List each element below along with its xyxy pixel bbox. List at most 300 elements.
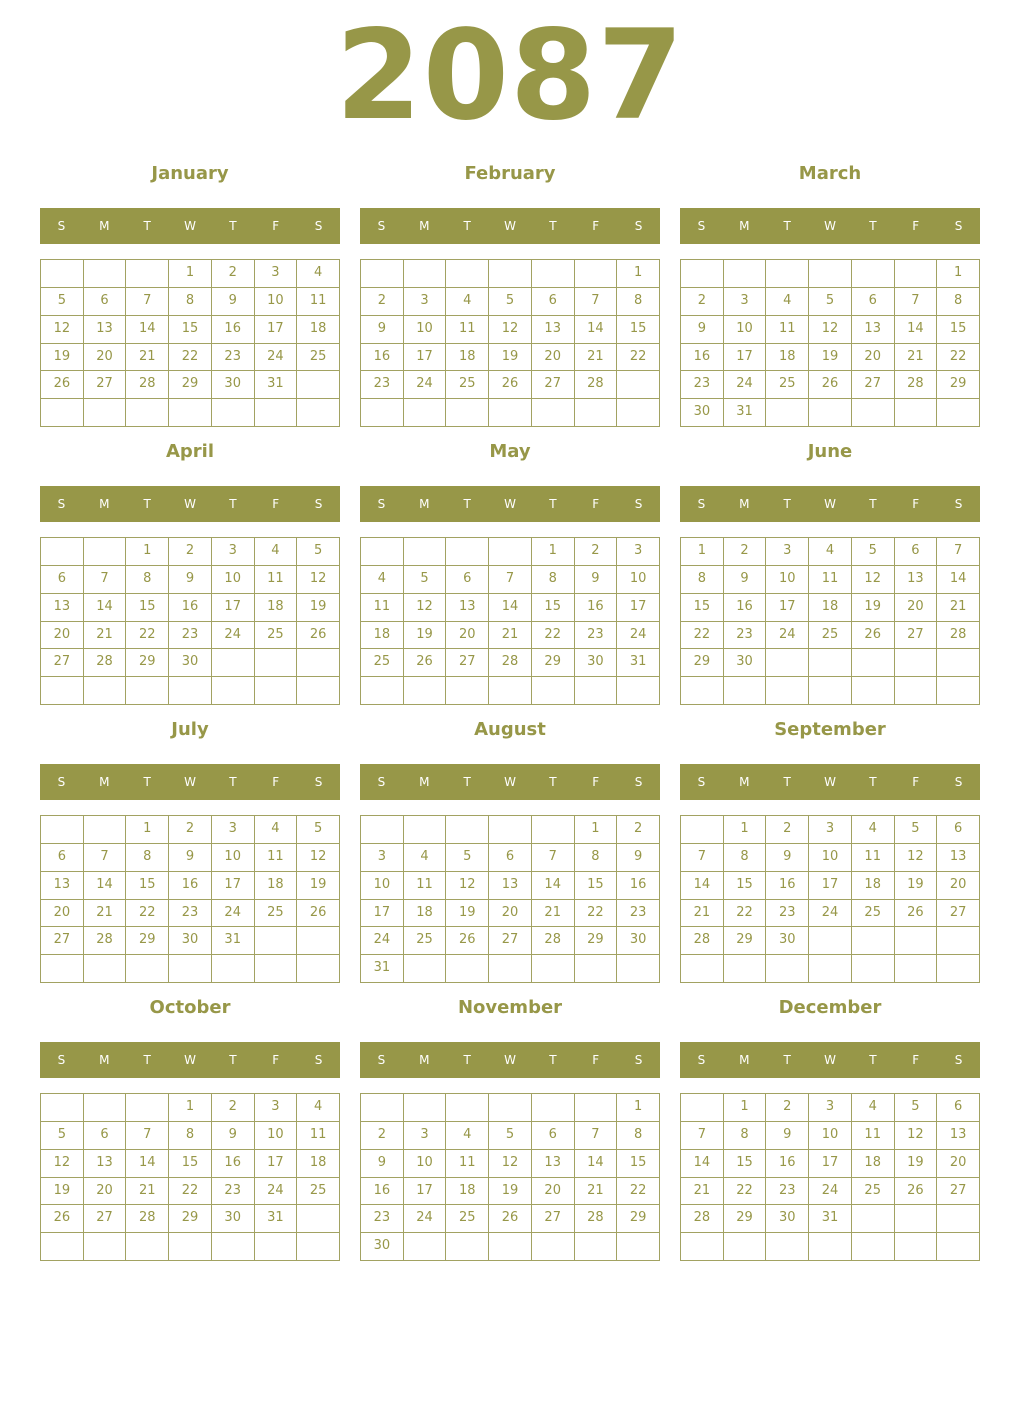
day-cell: 11 xyxy=(446,316,489,344)
empty-day-cell xyxy=(84,677,127,705)
day-cell: 23 xyxy=(361,1205,404,1233)
weekday-label: S xyxy=(377,775,386,789)
empty-day-cell xyxy=(809,955,852,983)
empty-day-cell xyxy=(297,955,340,983)
day-cell: 21 xyxy=(895,344,938,372)
day-cell: 2 xyxy=(681,288,724,316)
day-cell: 2 xyxy=(169,538,212,566)
empty-day-cell xyxy=(937,399,980,427)
day-cell: 30 xyxy=(575,649,618,677)
weekday-label: W xyxy=(824,1053,836,1067)
empty-day-cell xyxy=(446,677,489,705)
day-cell: 24 xyxy=(212,900,255,928)
empty-day-cell xyxy=(766,955,809,983)
empty-day-cell xyxy=(895,677,938,705)
day-cell: 18 xyxy=(766,344,809,372)
empty-day-cell xyxy=(724,955,767,983)
day-cell: 9 xyxy=(361,316,404,344)
day-cell: 21 xyxy=(84,622,127,650)
day-cell: 4 xyxy=(852,1094,895,1122)
day-cell: 23 xyxy=(617,900,660,928)
weekday-label: T xyxy=(143,219,151,233)
days-grid xyxy=(680,537,980,705)
day-cell: 24 xyxy=(766,622,809,650)
weekday-label: S xyxy=(634,1053,643,1067)
day-cell: 14 xyxy=(681,1150,724,1178)
empty-day-cell xyxy=(532,399,575,427)
day-cell: 30 xyxy=(766,927,809,955)
empty-day-cell xyxy=(41,1094,84,1122)
day-cell: 15 xyxy=(724,872,767,900)
day-cell: 5 xyxy=(404,566,447,594)
month-name: January xyxy=(151,163,229,184)
day-cell: 4 xyxy=(255,816,298,844)
days-grid xyxy=(360,537,660,705)
day-cell: 15 xyxy=(724,1150,767,1178)
day-cell: 4 xyxy=(766,288,809,316)
day-cell: 1 xyxy=(126,816,169,844)
empty-day-cell xyxy=(809,927,852,955)
days-grid xyxy=(680,259,980,427)
empty-day-cell xyxy=(126,677,169,705)
empty-day-cell xyxy=(297,649,340,677)
day-cell: 27 xyxy=(41,927,84,955)
empty-day-cell xyxy=(255,399,298,427)
day-cell: 29 xyxy=(724,927,767,955)
day-cell: 2 xyxy=(361,288,404,316)
day-cell: 12 xyxy=(895,1122,938,1150)
day-cell: 16 xyxy=(681,344,724,372)
day-cell: 7 xyxy=(575,288,618,316)
weekday-label: S xyxy=(314,219,323,233)
weekday-label: M xyxy=(419,1053,430,1067)
day-cell: 9 xyxy=(169,566,212,594)
empty-day-cell xyxy=(532,1094,575,1122)
day-cell: 5 xyxy=(895,1094,938,1122)
day-cell: 9 xyxy=(681,316,724,344)
weekday-label: S xyxy=(697,219,706,233)
day-cell: 23 xyxy=(724,622,767,650)
empty-day-cell xyxy=(446,955,489,983)
day-cell: 6 xyxy=(489,844,532,872)
day-cell: 22 xyxy=(617,1178,660,1206)
weekday-label: F xyxy=(912,497,920,511)
days-grid xyxy=(360,259,660,427)
day-cell: 26 xyxy=(852,622,895,650)
empty-day-cell xyxy=(361,1094,404,1122)
empty-day-cell xyxy=(681,816,724,844)
day-cell: 13 xyxy=(446,594,489,622)
day-cell: 1 xyxy=(126,538,169,566)
day-cell: 8 xyxy=(617,288,660,316)
day-cell: 14 xyxy=(895,316,938,344)
empty-day-cell xyxy=(937,927,980,955)
weekday-label: W xyxy=(504,775,516,789)
empty-day-cell xyxy=(126,1094,169,1122)
weekday-label: T xyxy=(463,1053,471,1067)
day-cell: 11 xyxy=(766,316,809,344)
day-cell: 3 xyxy=(404,1122,447,1150)
day-cell: 19 xyxy=(895,872,938,900)
weekday-label: S xyxy=(634,775,643,789)
day-cell: 10 xyxy=(809,844,852,872)
day-cell: 11 xyxy=(255,566,298,594)
empty-day-cell xyxy=(766,649,809,677)
weekday-header xyxy=(680,1042,980,1078)
day-cell: 22 xyxy=(575,900,618,928)
empty-day-cell xyxy=(169,677,212,705)
day-cell: 12 xyxy=(41,316,84,344)
weekday-label: S xyxy=(377,219,386,233)
empty-day-cell xyxy=(255,955,298,983)
day-cell: 20 xyxy=(41,900,84,928)
day-cell: 11 xyxy=(361,594,404,622)
day-cell: 25 xyxy=(361,649,404,677)
empty-day-cell xyxy=(724,677,767,705)
day-cell: 16 xyxy=(617,872,660,900)
day-cell: 20 xyxy=(489,900,532,928)
day-cell: 6 xyxy=(84,1122,127,1150)
day-cell: 26 xyxy=(446,927,489,955)
weekday-label: W xyxy=(824,219,836,233)
day-cell: 6 xyxy=(532,1122,575,1150)
day-cell: 25 xyxy=(404,927,447,955)
day-cell: 9 xyxy=(617,844,660,872)
empty-day-cell xyxy=(852,649,895,677)
day-cell: 6 xyxy=(937,816,980,844)
empty-day-cell xyxy=(404,1094,447,1122)
empty-day-cell xyxy=(297,1205,340,1233)
empty-day-cell xyxy=(895,1205,938,1233)
day-cell: 25 xyxy=(297,344,340,372)
day-cell: 14 xyxy=(532,872,575,900)
day-cell: 25 xyxy=(809,622,852,650)
day-cell: 31 xyxy=(212,927,255,955)
weekday-label: M xyxy=(99,775,110,789)
empty-day-cell xyxy=(575,677,618,705)
weekday-label: M xyxy=(99,219,110,233)
weekday-label: S xyxy=(57,1053,66,1067)
day-cell: 7 xyxy=(84,844,127,872)
day-cell: 8 xyxy=(937,288,980,316)
day-cell: 17 xyxy=(617,594,660,622)
day-cell: 28 xyxy=(575,371,618,399)
day-cell: 31 xyxy=(617,649,660,677)
weekday-header xyxy=(40,1042,340,1078)
empty-day-cell xyxy=(766,1233,809,1261)
day-cell: 23 xyxy=(575,622,618,650)
empty-day-cell xyxy=(84,955,127,983)
day-cell: 29 xyxy=(126,649,169,677)
empty-day-cell xyxy=(84,260,127,288)
day-cell: 6 xyxy=(895,538,938,566)
day-cell: 7 xyxy=(681,844,724,872)
empty-day-cell xyxy=(446,816,489,844)
day-cell: 27 xyxy=(41,649,84,677)
days-grid xyxy=(680,1093,980,1261)
day-cell: 1 xyxy=(724,1094,767,1122)
weekday-header xyxy=(40,486,340,522)
empty-day-cell xyxy=(255,649,298,677)
empty-day-cell xyxy=(895,955,938,983)
empty-day-cell xyxy=(617,1233,660,1261)
day-cell: 7 xyxy=(84,566,127,594)
day-cell: 8 xyxy=(575,844,618,872)
day-cell: 12 xyxy=(297,844,340,872)
empty-day-cell xyxy=(446,1094,489,1122)
day-cell: 27 xyxy=(84,1205,127,1233)
day-cell: 14 xyxy=(84,872,127,900)
day-cell: 10 xyxy=(361,872,404,900)
day-cell: 3 xyxy=(724,288,767,316)
day-cell: 5 xyxy=(446,844,489,872)
weekday-label: M xyxy=(739,1053,750,1067)
day-cell: 20 xyxy=(84,344,127,372)
day-cell: 30 xyxy=(681,399,724,427)
empty-day-cell xyxy=(84,816,127,844)
day-cell: 29 xyxy=(169,371,212,399)
empty-day-cell xyxy=(446,1233,489,1261)
day-cell: 10 xyxy=(255,1122,298,1150)
day-cell: 30 xyxy=(169,649,212,677)
empty-day-cell xyxy=(937,1205,980,1233)
empty-day-cell xyxy=(255,1233,298,1261)
day-cell: 3 xyxy=(212,538,255,566)
day-cell: 26 xyxy=(489,371,532,399)
day-cell: 22 xyxy=(724,1178,767,1206)
empty-day-cell xyxy=(895,649,938,677)
day-cell: 24 xyxy=(255,1178,298,1206)
day-cell: 20 xyxy=(852,344,895,372)
day-cell: 19 xyxy=(446,900,489,928)
day-cell: 17 xyxy=(404,344,447,372)
weekday-label: F xyxy=(272,1053,280,1067)
day-cell: 2 xyxy=(766,816,809,844)
weekday-label: T xyxy=(463,219,471,233)
day-cell: 17 xyxy=(766,594,809,622)
weekday-label: S xyxy=(697,1053,706,1067)
day-cell: 4 xyxy=(809,538,852,566)
day-cell: 30 xyxy=(212,1205,255,1233)
day-cell: 2 xyxy=(617,816,660,844)
day-cell: 6 xyxy=(84,288,127,316)
day-cell: 25 xyxy=(852,1178,895,1206)
day-cell: 19 xyxy=(895,1150,938,1178)
day-cell: 17 xyxy=(212,594,255,622)
day-cell: 22 xyxy=(532,622,575,650)
day-cell: 21 xyxy=(126,1178,169,1206)
day-cell: 12 xyxy=(809,316,852,344)
day-cell: 27 xyxy=(532,371,575,399)
day-cell: 26 xyxy=(41,371,84,399)
empty-day-cell xyxy=(617,371,660,399)
day-cell: 21 xyxy=(126,344,169,372)
day-cell: 23 xyxy=(169,900,212,928)
day-cell: 28 xyxy=(126,371,169,399)
day-cell: 21 xyxy=(937,594,980,622)
day-cell: 28 xyxy=(489,649,532,677)
empty-day-cell xyxy=(361,538,404,566)
empty-day-cell xyxy=(532,816,575,844)
weekday-label: S xyxy=(57,497,66,511)
day-cell: 28 xyxy=(532,927,575,955)
day-cell: 9 xyxy=(766,1122,809,1150)
weekday-header xyxy=(360,1042,660,1078)
day-cell: 15 xyxy=(532,594,575,622)
weekday-label: M xyxy=(99,497,110,511)
empty-day-cell xyxy=(852,1205,895,1233)
day-cell: 19 xyxy=(297,594,340,622)
empty-day-cell xyxy=(532,1233,575,1261)
empty-day-cell xyxy=(446,260,489,288)
weekday-label: S xyxy=(954,1053,963,1067)
day-cell: 30 xyxy=(169,927,212,955)
day-cell: 24 xyxy=(255,344,298,372)
month-name: June xyxy=(807,441,853,462)
day-cell: 31 xyxy=(361,955,404,983)
day-cell: 26 xyxy=(41,1205,84,1233)
day-cell: 24 xyxy=(404,371,447,399)
weekday-label: W xyxy=(184,1053,196,1067)
day-cell: 17 xyxy=(809,1150,852,1178)
day-cell: 12 xyxy=(446,872,489,900)
day-cell: 5 xyxy=(489,288,532,316)
day-cell: 25 xyxy=(255,622,298,650)
day-cell: 14 xyxy=(84,594,127,622)
month-name: September xyxy=(774,719,886,740)
empty-day-cell xyxy=(297,399,340,427)
day-cell: 11 xyxy=(852,844,895,872)
weekday-label: M xyxy=(419,219,430,233)
day-cell: 7 xyxy=(126,1122,169,1150)
empty-day-cell xyxy=(41,538,84,566)
day-cell: 28 xyxy=(681,1205,724,1233)
empty-day-cell xyxy=(361,260,404,288)
day-cell: 4 xyxy=(255,538,298,566)
day-cell: 5 xyxy=(852,538,895,566)
day-cell: 30 xyxy=(617,927,660,955)
empty-day-cell xyxy=(681,1094,724,1122)
day-cell: 3 xyxy=(255,1094,298,1122)
empty-day-cell xyxy=(489,1094,532,1122)
weekday-label: T xyxy=(549,775,557,789)
day-cell: 29 xyxy=(532,649,575,677)
day-cell: 20 xyxy=(532,344,575,372)
day-cell: 5 xyxy=(809,288,852,316)
empty-day-cell xyxy=(297,927,340,955)
weekday-label: T xyxy=(143,497,151,511)
day-cell: 9 xyxy=(575,566,618,594)
empty-day-cell xyxy=(895,399,938,427)
day-cell: 4 xyxy=(297,260,340,288)
day-cell: 18 xyxy=(255,594,298,622)
day-cell: 7 xyxy=(489,566,532,594)
day-cell: 8 xyxy=(169,1122,212,1150)
days-grid xyxy=(40,537,340,705)
days-grid xyxy=(40,815,340,983)
day-cell: 7 xyxy=(126,288,169,316)
empty-day-cell xyxy=(404,1233,447,1261)
day-cell: 21 xyxy=(681,1178,724,1206)
day-cell: 31 xyxy=(809,1205,852,1233)
day-cell: 25 xyxy=(255,900,298,928)
empty-day-cell xyxy=(126,399,169,427)
day-cell: 22 xyxy=(724,900,767,928)
day-cell: 16 xyxy=(766,1150,809,1178)
day-cell: 30 xyxy=(724,649,767,677)
day-cell: 9 xyxy=(766,844,809,872)
day-cell: 5 xyxy=(41,1122,84,1150)
day-cell: 11 xyxy=(404,872,447,900)
day-cell: 14 xyxy=(126,316,169,344)
day-cell: 31 xyxy=(255,1205,298,1233)
empty-day-cell xyxy=(404,538,447,566)
day-cell: 8 xyxy=(169,288,212,316)
day-cell: 7 xyxy=(681,1122,724,1150)
day-cell: 2 xyxy=(361,1122,404,1150)
day-cell: 15 xyxy=(169,316,212,344)
day-cell: 30 xyxy=(766,1205,809,1233)
day-cell: 4 xyxy=(446,1122,489,1150)
day-cell: 25 xyxy=(852,900,895,928)
empty-day-cell xyxy=(255,927,298,955)
empty-day-cell xyxy=(169,399,212,427)
day-cell: 27 xyxy=(84,371,127,399)
day-cell: 13 xyxy=(937,1122,980,1150)
days-grid xyxy=(40,259,340,427)
month-name: May xyxy=(489,441,531,462)
day-cell: 15 xyxy=(681,594,724,622)
weekday-label: T xyxy=(549,219,557,233)
day-cell: 1 xyxy=(575,816,618,844)
empty-day-cell xyxy=(617,955,660,983)
day-cell: 3 xyxy=(404,288,447,316)
empty-day-cell xyxy=(297,677,340,705)
day-cell: 17 xyxy=(255,316,298,344)
day-cell: 22 xyxy=(681,622,724,650)
day-cell: 11 xyxy=(297,288,340,316)
empty-day-cell xyxy=(446,399,489,427)
day-cell: 10 xyxy=(255,288,298,316)
weekday-label: F xyxy=(592,775,600,789)
day-cell: 18 xyxy=(255,872,298,900)
weekday-label: T xyxy=(783,1053,791,1067)
weekday-label: W xyxy=(504,1053,516,1067)
empty-day-cell xyxy=(41,399,84,427)
day-cell: 3 xyxy=(766,538,809,566)
day-cell: 8 xyxy=(126,566,169,594)
empty-day-cell xyxy=(404,816,447,844)
weekday-label: S xyxy=(57,219,66,233)
days-grid xyxy=(40,1093,340,1261)
empty-day-cell xyxy=(41,677,84,705)
empty-day-cell xyxy=(575,1094,618,1122)
weekday-label: S xyxy=(314,1053,323,1067)
day-cell: 22 xyxy=(126,900,169,928)
weekday-label: T xyxy=(783,775,791,789)
empty-day-cell xyxy=(84,1094,127,1122)
day-cell: 26 xyxy=(489,1205,532,1233)
day-cell: 11 xyxy=(852,1122,895,1150)
weekday-label: F xyxy=(912,1053,920,1067)
empty-day-cell xyxy=(212,1233,255,1261)
empty-day-cell xyxy=(169,955,212,983)
day-cell: 8 xyxy=(126,844,169,872)
month-name: August xyxy=(474,719,546,740)
day-cell: 17 xyxy=(255,1150,298,1178)
day-cell: 29 xyxy=(575,927,618,955)
day-cell: 2 xyxy=(169,816,212,844)
